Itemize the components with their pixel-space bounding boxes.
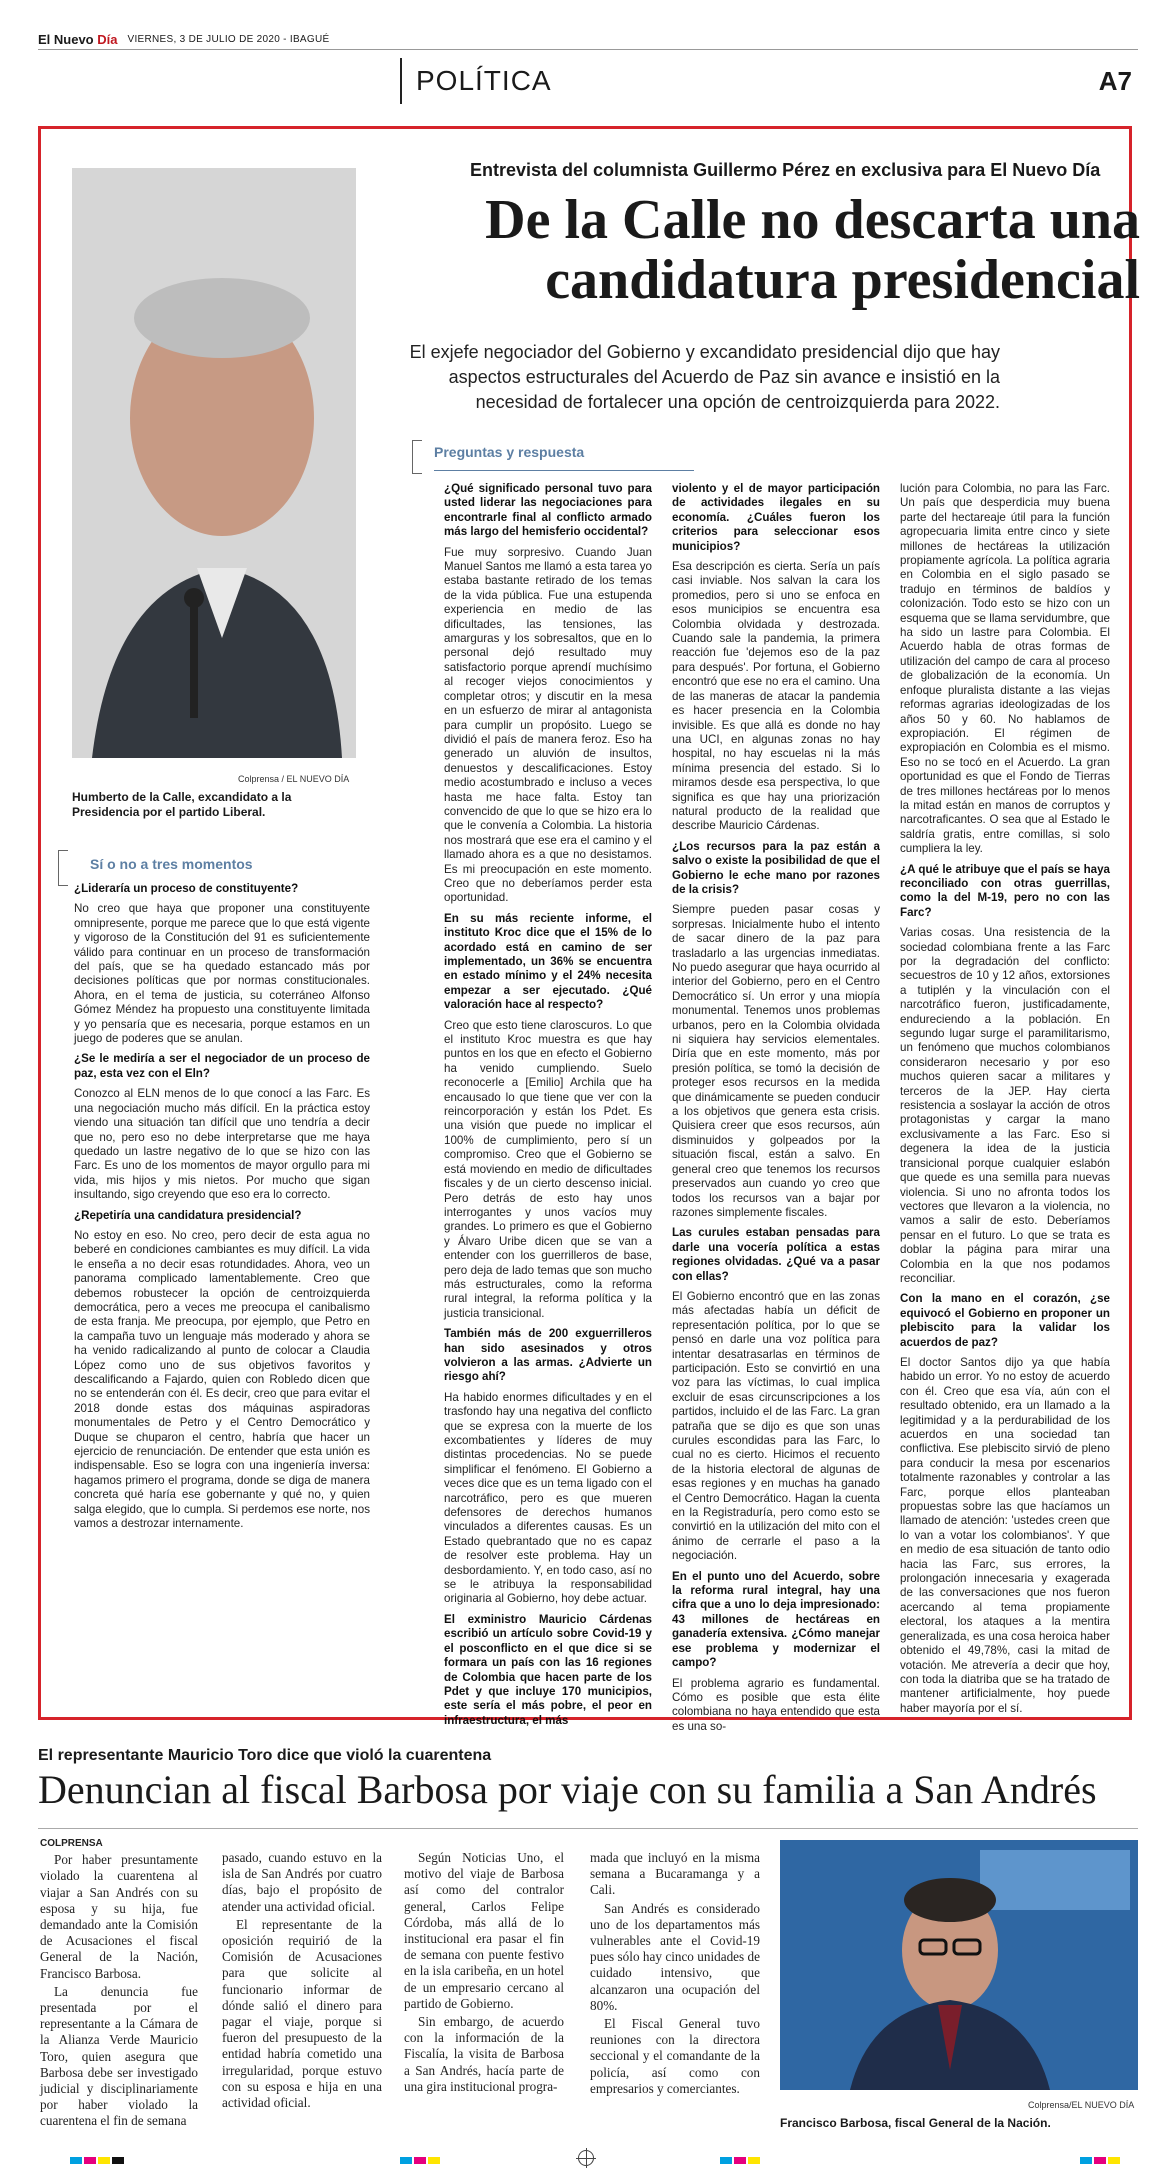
photo-francisco-barbosa [780, 1840, 1138, 2090]
qa-column-3: lución para Colombia, no para las Farc. Un país que desperdicia muy buena parte del hectareaje útil para la función agropecuaria limita entre cinco y siete millones de hectáreas la utilización propiamente agrícola. La política agraria en Colombia en el siglo pasado se tradujo en términos de baldíos y colonización. Todo esto se hizo con un esquema que se llama servidumbre, que ha sido un lastre para Colombia. El Acuerdo habla de otras formas de utilización del campo de cara al proceso de globalización de la economía. Un enfoque pluralista distante a las viejas reformas agrarias ideologizadas de los años 50 y 60. No hablamos de expropiación. El régimen de expropiación en Colombia es el mismo. Eso no se tocó en el Acuerdo. La gran oportunidad es que el Fondo de Tierras de tres millones hectáreas por lo menos la mitad están en manos de corruptos y narcotraficantes. O sea que al Estado le saldría gratis, entre comillas, si solo cumpliera la ley. ¿A qué le atribuye que el país se haya reconciliado con otras guerrillas, como la del M-19, pero no con las Farc? Varias cosas. Una resistencia de la sociedad colombiana frente a las Farc por la degradación del conflicto: secuestros de 10 y 12 años, extorsiones a tutiplén y la vinculación con el narcotráfico fueron, justificadamente, endureciendo a la población. En segundo lugar surge el paramilitarismo, un fenómeno que muchos colombianos consideraron necesario y por eso muchos quieren sacar a militares y terceros de la JEP. Hay cierta resistencia a soslayar la acción de otros protagonistas y cargar la mano exclusivamente a las Farc. Eso si degenera la idea de la justicia transicional porque cualquier eslabón que quede es una semilla para nuevas violencia. Si uno no afronta todos los vectores que llevaron a la violencia, no vamos a salir de esto. Deberíamos pensar en el futuro. Lo que se trata es doblar la página para mirar una Colombia en la que nos podamos reconciliar. Con la mano en el corazón, ¿se equivocó el Gobierno en proponer un plebiscito para la validar los acuerdos de paz? El doctor Santos dijo ya que había habido un error. Yo no estoy de acuerdo con él. Creo que esa vía, aún con el resultado obtenido, era un llamado a la legitimidad y a la perdurabilidad de los acuerdos en una sociedad tan conflictiva. Ese plebiscito sirvió de pleno para conducir la mesa por escenarios totalmente razonables y controlar a las Farc, porque ellos planteaban propuestas sobre las que hacíamos un llamado de atención: 'ustedes creen que lo van a votar los colombianos'. Y que en medio de esa situación de tanto odio hacia las Farc, sus errores, la prolongación innecesaria y exagerada de las conversaciones que nos fueron acercando al tema propiamente electoral, los ataques a la mentira generalizada, es una cosa heroica haber obtenido el 49,78%, casi la mitad de votación. Me atrevería a decir que hoy, con toda la diatriba que se ha tratado de mantener artificialmente, hoy puede haber mayoría por el sí. [900, 482, 1110, 1715]
cmyk-mark-cyan [1080, 2157, 1092, 2164]
article-column-3: Según Noticias Uno, el motivo del viaje de Barbosa así como del contralor general, Carlos Felipe Córdoba, más allá de lo institucional era pasar el fin de semana con puente festivo en la isla caribeña, en un hotel de un empresario cercano al partido de Gobierno. Sin embargo, de acuerdo con la información de la Fiscalía, la visita de Barbosa a San Andrés, hacía parte de una gira institucional progra- [404, 1850, 565, 2094]
sidebar-item: ¿Lideraría un proceso de constituyente? No creo que haya que proponer una constituyente omnipresente, porque me parece que lo que está vigente y vigoroso de la Constitución del 91 es suficientemente válido para continuar en un proceso de transformación del país, que se ha quedado estancado más por decisiones políticas que por normas constitucionales. Ahora, en el tema de justicia, su coterráneo Alfonso Gómez Méndez ha propuesto una constituyente limitada y yo pensaría que es necesaria, porque estamos en un juego de poderes que se anulan. [74, 882, 370, 1046]
photo-credit: Colprensa / EL NUEVO DÍA [238, 774, 350, 784]
photo2-caption: Francisco Barbosa, fiscal General de la Nación. [780, 2116, 1051, 2130]
headline-line-1: De la Calle no descarta una [485, 189, 1140, 251]
qa-bracket-icon [412, 440, 422, 474]
second-story-rule [38, 1828, 1138, 1829]
article-column-4: mada que incluyó en la misma semana a Bucaramanga y a Cali. San Andrés es considerado uno de los departamentos más vulnerables ante el Covid-19 pues sólo hay cinco unidades de cuidado intensivo, que alcanzaron una ocupación del 80%. El Fiscal General tuvo reuniones con la directora seccional y el comandante de la policía, así como con empresarios y comerciantes. [590, 1850, 760, 2096]
cmyk-mark-yellow [1108, 2157, 1120, 2164]
story-headline [400, 190, 1140, 310]
barbosa-illustration [780, 1840, 1138, 2090]
cmyk-mark-yellow [748, 2157, 760, 2164]
portrait-illustration [72, 168, 356, 758]
qa-column-1: ¿Qué significado personal tuvo para usted liderar las negociaciones para encontrarle final al conflicto armado más largo del hemisferio occidental? Fue muy sorpresivo. Cuando Juan Manuel Santos me llamó a esta tarea yo estaba bastante retirado de los temas de la vida pública. Fue una estupenda experiencia en medio de las dificultades, las tensiones, las amarguras y los sobresaltos, que en lo personal dejó resultado muy satisfactorio porque aprendí muchísimo al recoger viejos conocimientos y completar otros; y discutir en la mesa en un esfuerzo de mirar al antagonista para cumplir un propósito. Luego se dividió el país de manera feroz. Eso ha generado un aluvión de insultos, denuestos y descalificaciones. Estoy medio acostumbrado e incluso a veces hasta me hace falta. Estoy tan convencido de que lo que se hizo era lo que le convenía a Colombia. La historia nos mostrará que ese era el camino y el llamado ahora es a que no desistamos. Es mi preocupación en este momento. Creo que no deberíamos perder esta oportunidad. En su más reciente informe, el instituto Kroc dice que el 15% de lo acordado está en camino de ser implementado, un 36% se encuentra en estado mínimo y el 24% necesita empezar a ser ejecutado. ¿Qué valoración hace al respecto? Creo que esto tiene claroscuros. Lo que el instituto Kroc muestra es que hay puntos en los que en efecto el Gobierno ha venido cumpliendo. Suelo reconocerle a [Emilio] Archila que ha encausado lo que tiene que ver con la reincorporación y están los Pdet. Es una visión que puede no implicar el 100% de cumplimiento, pero sí un compromiso. Creo que el Gobierno se está moviendo en medio de dificultades fiscales y de un cierto descenso inicial. Pero detrás de esto hay unos interrogantes y unos vacíos muy grandes. Lo primero es que el Gobierno y Álvaro Uribe dicen que se van a entender con los guerrilleros de base, pero deja de lado temas que son mucho más estructurales, como la reforma rural integral, la reforma política y la justicia transicional. También más de 200 exguerrilleros han sido asesinados y otros volvieron a las armas. ¿Advierte un riesgo ahí? Ha habido enormes dificultades y en el trasfondo hay una negativa del conflicto que se expresa con la muerte de los excombatientes y líderes de muy distintas procedencias. No se puede simplificar el fenómeno. El Gobierno a veces dice que es un tema ligado con el narcotráfico, pero es que mueren defensores de derechos humanos vinculados a diferentes causas. Es un Estado quebrantado que no es capaz de resolver este problema. Hay un desbordamiento. Y, en todo caso, así no se le atribuya la responsabilidad originaria al Gobierno, hoy debe actuar. El exministro Mauricio Cárdenas escribió un artículo sobre Covid-19 y el posconflicto en el que dice si se formara un país con las 16 regiones de Colombia que hacen parte de los Pdet y que incluye 170 municipios, este sería el más pobre, el peor en infraestructura, el más [444, 482, 652, 1727]
byline: COLPRENSA [40, 1838, 103, 1849]
sidebar-column [74, 882, 370, 1712]
cmyk-mark-magenta [1094, 2157, 1106, 2164]
qa-section-label: Preguntas y respuesta [434, 444, 585, 460]
photo2-credit: Colprensa/EL NUEVO DÍA [1028, 2100, 1135, 2110]
sidebar-label: Sí o no a tres momentos [90, 856, 253, 872]
story-kicker: Entrevista del columnista Guillermo Pérez en exclusiva para El Nuevo Día [470, 160, 1101, 180]
photo-caption: Humberto de la Calle, excandidato a la Presidencia por el partido Liberal. [72, 790, 292, 819]
photo-humberto-de-la-calle [72, 168, 356, 758]
headline-line-2: candidatura presidencial [545, 249, 1140, 311]
sidebar-item: ¿Repetiría una candidatura presidencial? No estoy en eso. No creo, pero decir de esta agua no beberé en condiciones cambiantes es muy difícil. La vida le enseña a no decir esas rotundidades. Ahora, veo un panorama complicado lamentablemente. Creo que debemos robustecer la opción de centroizquierda democrática, pero a veces me preocupa el canibalismo de esta franja. Me preocupa, por ejemplo, que Petro en la campaña tuvo un lenguaje más moderado y ahora se ha venido radicalizando al punto de colocar a Claudia López como uno de sus objetivos favoritos y descalificando a Fajardo, quien con Robledo dicen que no se entenderán con él. Es decir, creo que para evitar el 2018 donde estas dos máquinas aspiradoras monumentales de Petro y el Centro Democrático y Duque se chuparon el centro, habría que hacer un ejercicio de renunciación. De entender que esta unión es indispensable. Eso se logra con una ingeniería inversa: hagamos primero el programa, donde se diga de manera concreta qué haría ese gobernante y qué no, y quien salga elegido, que lo cumpla. Si perdemos ese norte, nos vamos a destrozar internamente. [74, 1208, 370, 1531]
second-story-kicker: El representante Mauricio Toro dice que violó la cuarentena [38, 1747, 492, 1764]
registration-mark-icon [578, 2150, 594, 2166]
newspaper-logo[interactable]: El Nuevo Día [38, 32, 118, 47]
sidebar-bracket-icon [58, 850, 68, 886]
cmyk-mark-magenta [734, 2157, 746, 2164]
qa-rule [434, 470, 694, 471]
article-column-2: pasado, cuando estuvo en la isla de San Andrés por cuatro días, bajo el propósito de atender una actividad oficial. El representante de la oposición requirió de la Comisión de Acusaciones para que solicite al funcionario informar de dónde salió el dinero para pagar el viaje, porque si fueron del presupuesto de la entidad habría cometido una irregularidad, porque estuvo con su esposa e hija en una actividad oficial. [222, 1850, 382, 2111]
article-column-1: COLPRENSA Por haber presuntamente violado la cuarentena al viajar a San Andrés con su esposa y su hija, fue demandado ante la Comisión de Acusaciones el fiscal General de la Nación, Francisco Barbosa. La denuncia fue presentada por el representante a la Cámara de la Alianza Verde Mauricio Toro, quien asegura que Barbosa debe ser investigado judicial y disciplinariamente por haber violado la cuarentena el fin de semana [40, 1838, 198, 2129]
cmyk-mark-magenta [84, 2157, 96, 2164]
sidebar-item: ¿Se le mediría a ser el negociador de un proceso de paz, esta vez con el Eln? Conozco al ELN menos de lo que conocí a las Farc. Es una negociación mucho más difícil. En la práctica estoy viendo una situación tan difícil que uno tendría a decir que no, pero eso no debe interpretarse que me haya quedado un lastre negativo de lo que se hizo con las Farc. Es uno de los momentos de mayor orgullo para mi vida, mis hijos y mis nietos. Por mucho que sigan insultando, sigo creyendo que eso era lo correcto. [74, 1052, 370, 1202]
section-title: POLÍTICA [400, 58, 552, 104]
qa-column-2: violento y el de mayor participación de actividades ilegales en su economía. ¿Cuáles fueron los criterios para seleccionar esos municipios? Esa descripción es cierta. Sería un país casi inviable. Nos salvan la cara los promedios, pero si uno se enfoca en esos municipios se encuentra esa Colombia olvidada y destrozada. Cuando sale la pandemia, la primera reacción fue 'dejemos eso de la paz para después'. Por fortuna, el Gobierno encontró que ese no era el camino. Una de las maneras de atacar la pandemia es hacer presencia en la Colombia invisible. Es que allá es donde no hay una UCI, en algunas zonas no hay hospital, no hay escuelas ni la más mínima presencia del estado. Si lo miramos desde esa perspectiva, lo que significa es que hay una priorización natural producto de la realidad que describe Mauricio Cárdenas. ¿Los recursos para la paz están a salvo o existe la posibilidad de que el Gobierno le eche mano por razones de la crisis? Siempre pueden pasar cosas y sorpresas. Inicialmente hubo el intento de sacar dinero de la paz para trasladarlo a las urgencias inmediatas. No puedo asegurar que haya ocurrido al interior del Gobierno, pero en el Centro Democrático sí. Un error y una miopía monumental. Tenemos unos problemas urbanos, pero en la Colombia olvidada ni siquiera hay servicios elementales. Diría que en este momento, más por presión política, se tomó la decisión de proteger esos recursos en la medida que dinámicamente se pueden conducir a los objetivos que genera esta crisis. Quisiera creer que esos recursos, aún disminuidos y golpeados por la situación fiscal, están a salvo. En general creo que tenemos los recursos preservados aun cuando yo creo que todos los recursos van a bajar por razones simplemente fiscales. Las curules estaban pensadas para darle una vocería política a estas regiones olvidadas. ¿Qué va a pasar con ellas? El Gobierno encontró que en las zonas más afectadas había un déficit de representación política, por lo que se pensó en darle una voz política para intentar desatrasarlas en términos de participación. Esto se convirtió en una voz para las víctimas, lo cual implica excluir de esas circunscripciones a los partidos, incluido el de las Farc. La gran patraña que se dijo es que son unas curules escondidas para las Farc, lo cual no es cierto. Hicimos el recuento de la historia electoral de algunas de esas regiones y en muchas ha ganado el Centro Democrático. Hagan la cuenta en la Registraduría, pero como esto se convirtió en la utilización del mito con el ánimo de cerrarle el paso a la negociación. En el punto uno del Acuerdo, sobre la reforma rural integral, hay una cifra que a uno lo deja impresionado: 43 millones de hectáreas en ganadería extensiva. ¿Cómo manejar ese problema y modernizar el campo? El problema agrario es fundamental. Cómo es posible que esta élite colombiana no haya entendido que esta es una so- [672, 482, 880, 1733]
masthead-bar [38, 30, 1138, 50]
story-deck: El exjefe negociador del Gobierno y excandidato presidencial dijo que hay aspectos estructurales del Acuerdo de Paz sin avance e insistió en la necesidad de fortalecer una opción de centroizquierda para 2022. [409, 342, 1000, 412]
cmyk-mark-cyan [720, 2157, 732, 2164]
cmyk-mark-yellow [428, 2157, 440, 2164]
cmyk-mark-cyan [70, 2157, 82, 2164]
dateline: VIERNES, 3 DE JULIO DE 2020 - IBAGUÉ [127, 34, 330, 45]
cmyk-mark-cyan [400, 2157, 412, 2164]
second-story-headline: Denuncian al fiscal Barbosa por viaje con su familia a San Andrés [38, 1767, 1097, 1812]
cmyk-mark-magenta [414, 2157, 426, 2164]
cmyk-mark-yellow [98, 2157, 110, 2164]
page-number: A7 [1098, 66, 1132, 96]
cmyk-mark-black [112, 2157, 124, 2164]
